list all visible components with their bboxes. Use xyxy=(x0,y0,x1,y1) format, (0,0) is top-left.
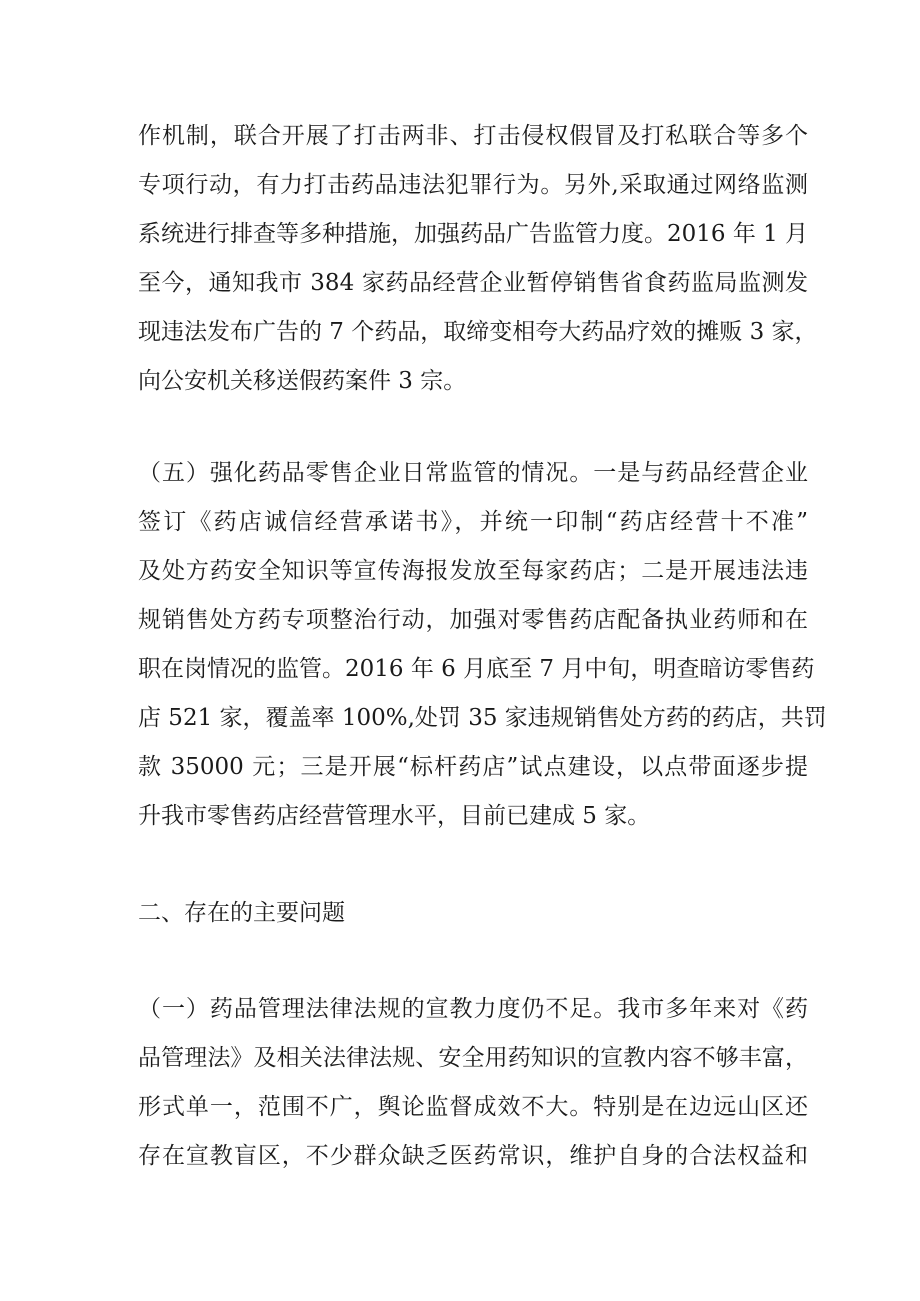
body-text-line: 专项行动，有力打击药品违法犯罪行为。另外,采取通过网络监测 xyxy=(138,172,808,198)
body-text-line: 向公安机关移送假药案件 3 宗。 xyxy=(138,368,467,394)
body-text-line: 至今，通知我市 384 家药品经营企业暂停销售省食药监局监测发 xyxy=(138,270,808,296)
body-text-line: 及处方药安全知识等宣传海报发放至每家药店；二是开展违法违 xyxy=(138,558,808,584)
body-text-line: 形式单一，范围不广，舆论监督成效不大。特别是在边远山区还 xyxy=(138,1094,808,1120)
body-text-line: 系统进行排查等多种措施，加强药品广告监管力度。2016 年 1 月 xyxy=(138,221,809,247)
body-text-line: （一）药品管理法律法规的宣教力度仍不足。我市多年来对《药 xyxy=(138,996,808,1022)
body-text-line: 款 35000 元；三是开展“标杆药店”试点建设，以点带面逐步提 xyxy=(138,754,808,780)
body-text-line: （五）强化药品零售企业日常监管的情况。一是与药品经营企业 xyxy=(138,460,808,486)
body-text-line: 店 521 家，覆盖率 100%,处罚 35 家违规销售处方药的药店，共罚 xyxy=(138,705,827,731)
body-text-line: 职在岗情况的监管。2016 年 6 月底至 7 月中旬，明查暗访零售药 xyxy=(138,656,815,682)
body-text-line: 作机制，联合开展了打击两非、打击侵权假冒及打私联合等多个 xyxy=(138,123,808,149)
section-heading: 二、存在的主要问题 xyxy=(138,900,345,926)
body-text-line: 规销售处方药专项整治行动，加强对零售药店配备执业药师和在 xyxy=(138,607,808,633)
body-text-line: 存在宣教盲区，不少群众缺乏医药常识，维护自身的合法权益和 xyxy=(138,1143,808,1169)
body-text-line: 品管理法》及相关法律法规、安全用药知识的宣教内容不够丰富， xyxy=(138,1045,808,1071)
body-text-line: 现违法发布广告的 7 个药品，取缔变相夸大药品疗效的摊贩 3 家， xyxy=(138,319,818,345)
body-text-line: 签订《药店诚信经营承诺书》，并统一印制“药店经营十不准” xyxy=(138,509,808,535)
body-text-line: 升我市零售药店经营管理水平，目前已建成 5 家。 xyxy=(138,803,651,829)
